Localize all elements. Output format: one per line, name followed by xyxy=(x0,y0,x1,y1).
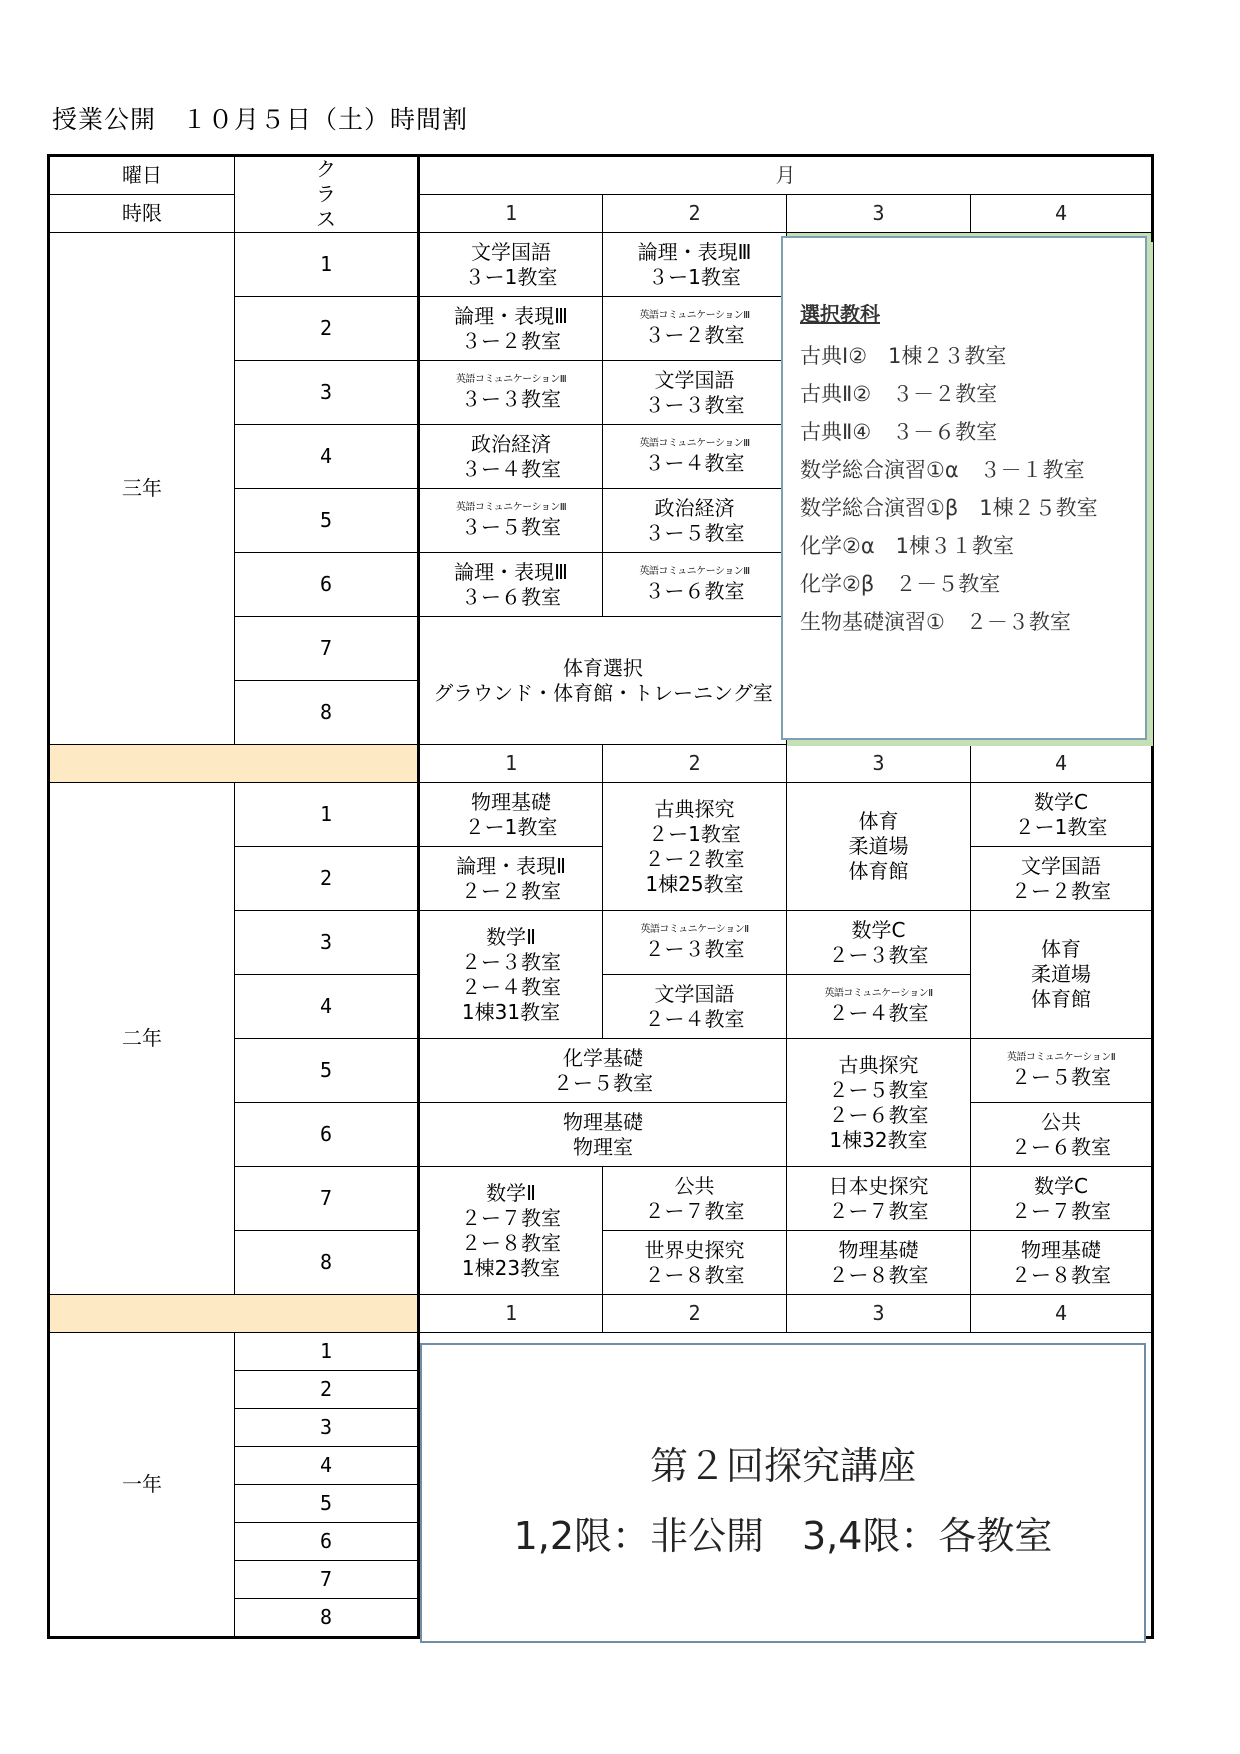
elective-item: 生物基礎演習① ２－３教室 xyxy=(800,610,1071,634)
period-4-header: 4 xyxy=(971,195,1153,233)
timetable-cell: 物理基礎 物理室 xyxy=(419,1103,787,1167)
class-number: 5 xyxy=(235,489,419,553)
timetable-cell: 体育選択 グラウンド・体育館・トレーニング室 xyxy=(419,617,787,745)
timetable-cell: 数学C ２ー７教室 xyxy=(971,1167,1153,1231)
separator-cell xyxy=(49,1295,419,1333)
timetable-cell: 英語コミュニケーションⅡ ２ー３教室 xyxy=(603,911,787,975)
class-number: 3 xyxy=(235,361,419,425)
grade-3-label: 三年 xyxy=(49,233,235,745)
timetable-cell: 英語コミュニケーションⅢ ３ー６教室 xyxy=(603,553,787,617)
timetable-cell: 物理基礎 ２ー８教室 xyxy=(971,1231,1153,1295)
timetable-cell: 数学C ２ー1教室 xyxy=(971,783,1153,847)
timetable-cell: 文学国語 ２ー４教室 xyxy=(603,975,787,1039)
class-number: 8 xyxy=(235,1231,419,1295)
period-2-header: 2 xyxy=(603,195,787,233)
timetable-cell: 物理基礎 ２ー1教室 xyxy=(419,783,603,847)
timetable-cell: 化学基礎 ２ー５教室 xyxy=(419,1039,787,1103)
timetable-cell: 英語コミュニケーションⅢ ３ー５教室 xyxy=(419,489,603,553)
grade-1-label: 一年 xyxy=(49,1333,235,1638)
class-number: 1 xyxy=(235,233,419,297)
period-3-header: 3 xyxy=(787,1295,971,1333)
timetable-cell: 英語コミュニケーションⅢ ３ー２教室 xyxy=(603,297,787,361)
class-number: 8 xyxy=(235,1599,419,1638)
year1-notice-title: 第２回探究講座 xyxy=(649,1444,916,1488)
class-number: 5 xyxy=(235,1485,419,1523)
elective-item: 古典Ⅱ④ ３－６教室 xyxy=(800,420,998,444)
timetable-cell: 体育 柔道場 体育館 xyxy=(787,783,971,911)
timetable-cell: 英語コミュニケーションⅢ ３ー４教室 xyxy=(603,425,787,489)
period-3-header: 3 xyxy=(787,195,971,233)
timetable-cell: 文学国語 ２ー２教室 xyxy=(971,847,1153,911)
period-2-header: 2 xyxy=(603,745,787,783)
timetable-cell: 体育 柔道場 体育館 xyxy=(971,911,1153,1039)
class-number: 4 xyxy=(235,1447,419,1485)
timetable-cell: 古典探究 ２ー1教室 ２ー２教室 1棟25教室 xyxy=(603,783,787,911)
period-1-header: 1 xyxy=(419,745,603,783)
grade-2-label: 二年 xyxy=(49,783,235,1295)
period-4-header: 4 xyxy=(971,1295,1153,1333)
period-3-header: 3 xyxy=(787,745,971,783)
day-header: 月 xyxy=(419,156,1153,195)
timetable-cell: 数学C ２ー３教室 xyxy=(787,911,971,975)
class-number: 8 xyxy=(235,681,419,745)
period-2-header: 2 xyxy=(603,1295,787,1333)
timetable-cell: 政治経済 ３ー５教室 xyxy=(603,489,787,553)
class-number: 5 xyxy=(235,1039,419,1103)
timetable-cell: 論理・表現Ⅲ ３ー６教室 xyxy=(419,553,603,617)
year1-notice-box xyxy=(420,1343,1146,1643)
class-number: 4 xyxy=(235,425,419,489)
class-number: 7 xyxy=(235,1561,419,1599)
class-number: 6 xyxy=(235,1103,419,1167)
class-number: 2 xyxy=(235,1371,419,1409)
elective-item: 古典Ⅰ② 1棟２３教室 xyxy=(800,344,1007,368)
elective-item: 古典Ⅱ② ３－２教室 xyxy=(800,382,998,406)
period-1-header: 1 xyxy=(419,195,603,233)
class-number: 2 xyxy=(235,847,419,911)
timetable-cell: 公共 ２ー６教室 xyxy=(971,1103,1153,1167)
class-number: 2 xyxy=(235,297,419,361)
period-4-header: 4 xyxy=(971,745,1153,783)
class-number: 3 xyxy=(235,1409,419,1447)
class-number: 7 xyxy=(235,617,419,681)
timetable-cell: 英語コミュニケーションⅡ ２ー５教室 xyxy=(971,1039,1153,1103)
timetable-cell: 数学Ⅱ ２ー７教室 ２ー８教室 1棟23教室 xyxy=(419,1167,603,1295)
timetable-cell: 日本史探究 ２ー７教室 xyxy=(787,1167,971,1231)
timetable-cell: 英語コミュニケーションⅢ ３ー３教室 xyxy=(419,361,603,425)
elective-item: 数学総合演習①α ３－１教室 xyxy=(800,458,1085,482)
period-label: 時限 xyxy=(49,195,235,233)
elective-box xyxy=(781,236,1147,740)
timetable-cell: 世界史探究 ２ー８教室 xyxy=(603,1231,787,1295)
elective-item: 化学②α 1棟３１教室 xyxy=(800,534,1015,558)
class-number: 6 xyxy=(235,553,419,617)
class-number: 4 xyxy=(235,975,419,1039)
period-1-header: 1 xyxy=(419,1295,603,1333)
timetable-cell: 文学国語 ３ー1教室 xyxy=(419,233,603,297)
class-label: ク ラ ス xyxy=(235,156,419,233)
timetable-cell: 論理・表現Ⅱ ２ー２教室 xyxy=(419,847,603,911)
day-label: 曜日 xyxy=(49,156,235,195)
timetable-cell: 公共 ２ー７教室 xyxy=(603,1167,787,1231)
class-number: 6 xyxy=(235,1523,419,1561)
timetable-cell: 政治経済 ３ー４教室 xyxy=(419,425,603,489)
timetable-cell: 英語コミュニケーションⅡ ２ー４教室 xyxy=(787,975,971,1039)
elective-heading: 選択教科 xyxy=(800,302,880,326)
class-number: 3 xyxy=(235,911,419,975)
elective-item: 化学②β ２－５教室 xyxy=(800,572,1001,596)
timetable-cell: 物理基礎 ２ー８教室 xyxy=(787,1231,971,1295)
page-title: 授業公開 １０月５日（土）時間割 xyxy=(52,105,469,134)
timetable-cell: 数学Ⅱ ２ー３教室 ２ー４教室 1棟31教室 xyxy=(419,911,603,1039)
year1-notice-detail: 1,2限：非公開 3,4限：各教室 xyxy=(513,1514,1053,1558)
class-number: 1 xyxy=(235,783,419,847)
timetable-cell: 論理・表現Ⅲ ３ー1教室 xyxy=(603,233,787,297)
separator-cell xyxy=(49,745,419,783)
timetable-cell: 論理・表現Ⅲ ３ー２教室 xyxy=(419,297,603,361)
class-number: 1 xyxy=(235,1333,419,1371)
class-number: 7 xyxy=(235,1167,419,1231)
timetable-cell: 古典探究 ２ー５教室 ２ー６教室 1棟32教室 xyxy=(787,1039,971,1167)
timetable-cell: 文学国語 ３ー３教室 xyxy=(603,361,787,425)
elective-item: 数学総合演習①β 1棟２５教室 xyxy=(800,496,1098,520)
